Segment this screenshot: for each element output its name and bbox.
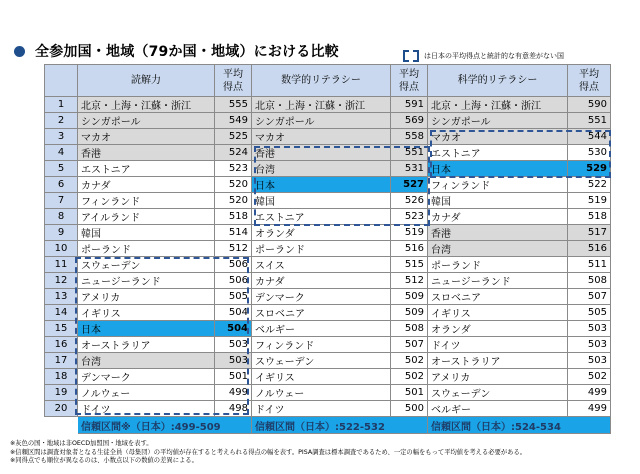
reading-score: 501 [215, 369, 252, 385]
math-score: 502 [391, 353, 428, 369]
math-country: スウェーデン [252, 353, 391, 369]
table-row [45, 113, 611, 129]
score-header: 平均 得点 [215, 65, 252, 97]
reading-score: 549 [215, 113, 252, 129]
legend-text: は日本の平均得点と統計的な有意差がない国 [424, 52, 564, 60]
science-score: 516 [568, 241, 611, 257]
math-country: イギリス [252, 369, 391, 385]
page-title: 全参加国・地域（79か国・地域）における比較 [35, 44, 339, 60]
science-country: オーストラリア [428, 353, 568, 369]
reading-score: 506 [215, 257, 252, 273]
science-score: 518 [568, 209, 611, 225]
science-country: オランダ [428, 321, 568, 337]
rank-cell: 19 [45, 385, 78, 401]
table-row [45, 289, 611, 305]
rank-cell: 5 [45, 161, 78, 177]
footnote: ※信頼区間は調査対象者となる生徒全員（母集団）の平均値が存在すると考えられる得点の幅を表す。PISA調査は標本調査であるため、一定の幅をもって平均値を考える必要がある。 [10, 448, 527, 456]
math-score: 509 [391, 289, 428, 305]
math-score: 500 [391, 401, 428, 417]
reading-score: 498 [215, 401, 252, 417]
science-country: 韓国 [428, 193, 568, 209]
math-header: 数学的リテラシー [252, 65, 391, 97]
science-header: 科学的リテラシー [428, 65, 568, 97]
science-country: 台湾 [428, 241, 568, 257]
math-country: 台湾 [252, 161, 391, 177]
ranking-table [44, 64, 611, 434]
rank-cell: 10 [45, 241, 78, 257]
reading-score: 518 [215, 209, 252, 225]
reading-country: ポーランド [78, 241, 215, 257]
science-confidence: 信頼区間（日本）:524-534 [428, 417, 611, 434]
reading-score: 505 [215, 289, 252, 305]
rank-cell: 18 [45, 369, 78, 385]
reading-country: イギリス [78, 305, 215, 321]
reading-country: カナダ [78, 177, 215, 193]
table-row [45, 209, 611, 225]
science-score: 544 [568, 129, 611, 145]
science-score: 502 [568, 369, 611, 385]
rank-cell: 15 [45, 321, 78, 337]
reading-country: ニュージーランド [78, 273, 215, 289]
reading-country: アイルランド [78, 209, 215, 225]
science-score: 522 [568, 177, 611, 193]
reading-score: 503 [215, 353, 252, 369]
table-row [45, 337, 611, 353]
table-row [45, 321, 611, 337]
math-country: スロベニア [252, 305, 391, 321]
science-score: 508 [568, 273, 611, 289]
table-row [45, 145, 611, 161]
math-score: 516 [391, 241, 428, 257]
science-score: 507 [568, 289, 611, 305]
rank-cell: 11 [45, 257, 78, 273]
math-score: 526 [391, 193, 428, 209]
table-header [45, 65, 611, 97]
science-country: スロベニア [428, 289, 568, 305]
math-country: 日本 [252, 177, 391, 193]
table-row [45, 97, 611, 113]
reading-country: ドイツ [78, 401, 215, 417]
science-country: アメリカ [428, 369, 568, 385]
rank-cell: 9 [45, 225, 78, 241]
science-country: スウェーデン [428, 385, 568, 401]
science-country: ポーランド [428, 257, 568, 273]
rank-cell: 3 [45, 129, 78, 145]
reading-country: デンマーク [78, 369, 215, 385]
table-row [45, 241, 611, 257]
reading-score: 520 [215, 193, 252, 209]
reading-header: 読解力 [78, 65, 215, 97]
reading-confidence: 信頼区間※（日本）:499-509 [78, 417, 252, 434]
table-row [45, 161, 611, 177]
science-score: 499 [568, 385, 611, 401]
rank-cell: 4 [45, 145, 78, 161]
science-country: 香港 [428, 225, 568, 241]
science-country: ドイツ [428, 337, 568, 353]
reading-country: エストニア [78, 161, 215, 177]
table-row [45, 305, 611, 321]
math-score: 508 [391, 321, 428, 337]
math-score: 551 [391, 145, 428, 161]
science-score: 590 [568, 97, 611, 113]
science-country: 北京・上海・江蘇・浙江 [428, 97, 568, 113]
reading-score: 524 [215, 145, 252, 161]
table-row [45, 273, 611, 289]
math-score: 523 [391, 209, 428, 225]
reading-score: 499 [215, 385, 252, 401]
reading-score: 514 [215, 225, 252, 241]
table-row [45, 353, 611, 369]
science-country: 日本 [428, 161, 568, 177]
math-country: 香港 [252, 145, 391, 161]
reading-score: 504 [215, 321, 252, 337]
score-header: 平均 得点 [391, 65, 428, 97]
rank-cell: 6 [45, 177, 78, 193]
math-country: デンマーク [252, 289, 391, 305]
math-country: ポーランド [252, 241, 391, 257]
rank-cell: 7 [45, 193, 78, 209]
math-confidence: 信頼区間（日本）:522-532 [252, 417, 428, 434]
math-score: 527 [391, 177, 428, 193]
math-country: エストニア [252, 209, 391, 225]
reading-country: スウェーデン [78, 257, 215, 273]
math-country: フィンランド [252, 337, 391, 353]
math-country: ノルウェー [252, 385, 391, 401]
math-country: オランダ [252, 225, 391, 241]
science-country: シンガポール [428, 113, 568, 129]
math-score: 519 [391, 225, 428, 241]
dashed-box-icon [403, 50, 419, 62]
rank-cell: 13 [45, 289, 78, 305]
math-score: 515 [391, 257, 428, 273]
science-country: フィンランド [428, 177, 568, 193]
reading-country: シンガポール [78, 113, 215, 129]
science-country: ベルギー [428, 401, 568, 417]
table-row [45, 369, 611, 385]
rank-cell: 17 [45, 353, 78, 369]
rank-cell: 12 [45, 273, 78, 289]
footnote: ※灰色の国・地域は非OECD加盟国・地域を表す。 [10, 440, 153, 447]
table-row [45, 177, 611, 193]
reading-score: 504 [215, 305, 252, 321]
table-row [45, 385, 611, 401]
science-country: ニュージーランド [428, 273, 568, 289]
rank-header [45, 65, 78, 97]
science-score: 519 [568, 193, 611, 209]
reading-country: オーストラリア [78, 337, 215, 353]
reading-country: 韓国 [78, 225, 215, 241]
rank-cell: 16 [45, 337, 78, 353]
table-row [45, 193, 611, 209]
confidence-row [45, 417, 611, 434]
science-country: マカオ [428, 129, 568, 145]
math-country: スイス [252, 257, 391, 273]
science-score: 511 [568, 257, 611, 273]
science-score: 529 [568, 161, 611, 177]
math-country: マカオ [252, 129, 391, 145]
math-score: 509 [391, 305, 428, 321]
reading-score: 503 [215, 337, 252, 353]
reading-score: 523 [215, 161, 252, 177]
table-row [45, 129, 611, 145]
math-country: 韓国 [252, 193, 391, 209]
table-row [45, 257, 611, 273]
science-country: エストニア [428, 145, 568, 161]
title-row [14, 41, 339, 61]
math-country: ベルギー [252, 321, 391, 337]
math-country: 北京・上海・江蘇・浙江 [252, 97, 391, 113]
rank-cell: 1 [45, 97, 78, 113]
science-country: カナダ [428, 209, 568, 225]
rank-cell: 14 [45, 305, 78, 321]
reading-country: マカオ [78, 129, 215, 145]
reading-score: 512 [215, 241, 252, 257]
bullet-icon [14, 46, 25, 57]
math-score: 502 [391, 369, 428, 385]
science-score: 503 [568, 321, 611, 337]
science-score: 503 [568, 353, 611, 369]
math-score: 569 [391, 113, 428, 129]
math-country: ドイツ [252, 401, 391, 417]
science-score: 499 [568, 401, 611, 417]
reading-country: アメリカ [78, 289, 215, 305]
table-row [45, 225, 611, 241]
rank-cell: 8 [45, 209, 78, 225]
reading-country: フィンランド [78, 193, 215, 209]
math-score: 501 [391, 385, 428, 401]
science-country: イギリス [428, 305, 568, 321]
footer-spacer [45, 417, 78, 434]
math-score: 512 [391, 273, 428, 289]
math-score: 531 [391, 161, 428, 177]
science-score: 530 [568, 145, 611, 161]
reading-score: 525 [215, 129, 252, 145]
math-country: シンガポール [252, 113, 391, 129]
reading-country: 台湾 [78, 353, 215, 369]
reading-country: 北京・上海・江蘇・浙江 [78, 97, 215, 113]
rank-cell: 2 [45, 113, 78, 129]
footnote: ※同得点でも順位が異なるのは、小数点以下の数値の差異による。 [10, 457, 198, 465]
reading-country: 日本 [78, 321, 215, 337]
legend [403, 50, 564, 62]
science-score: 503 [568, 337, 611, 353]
rank-cell: 20 [45, 401, 78, 417]
math-score: 507 [391, 337, 428, 353]
math-score: 558 [391, 129, 428, 145]
math-score: 591 [391, 97, 428, 113]
score-header: 平均 得点 [568, 65, 611, 97]
reading-country: ノルウェー [78, 385, 215, 401]
reading-country: 香港 [78, 145, 215, 161]
reading-score: 506 [215, 273, 252, 289]
reading-score: 555 [215, 97, 252, 113]
math-country: カナダ [252, 273, 391, 289]
reading-score: 520 [215, 177, 252, 193]
science-score: 551 [568, 113, 611, 129]
science-score: 517 [568, 225, 611, 241]
footnotes [10, 440, 526, 466]
table-row [45, 401, 611, 417]
science-score: 505 [568, 305, 611, 321]
